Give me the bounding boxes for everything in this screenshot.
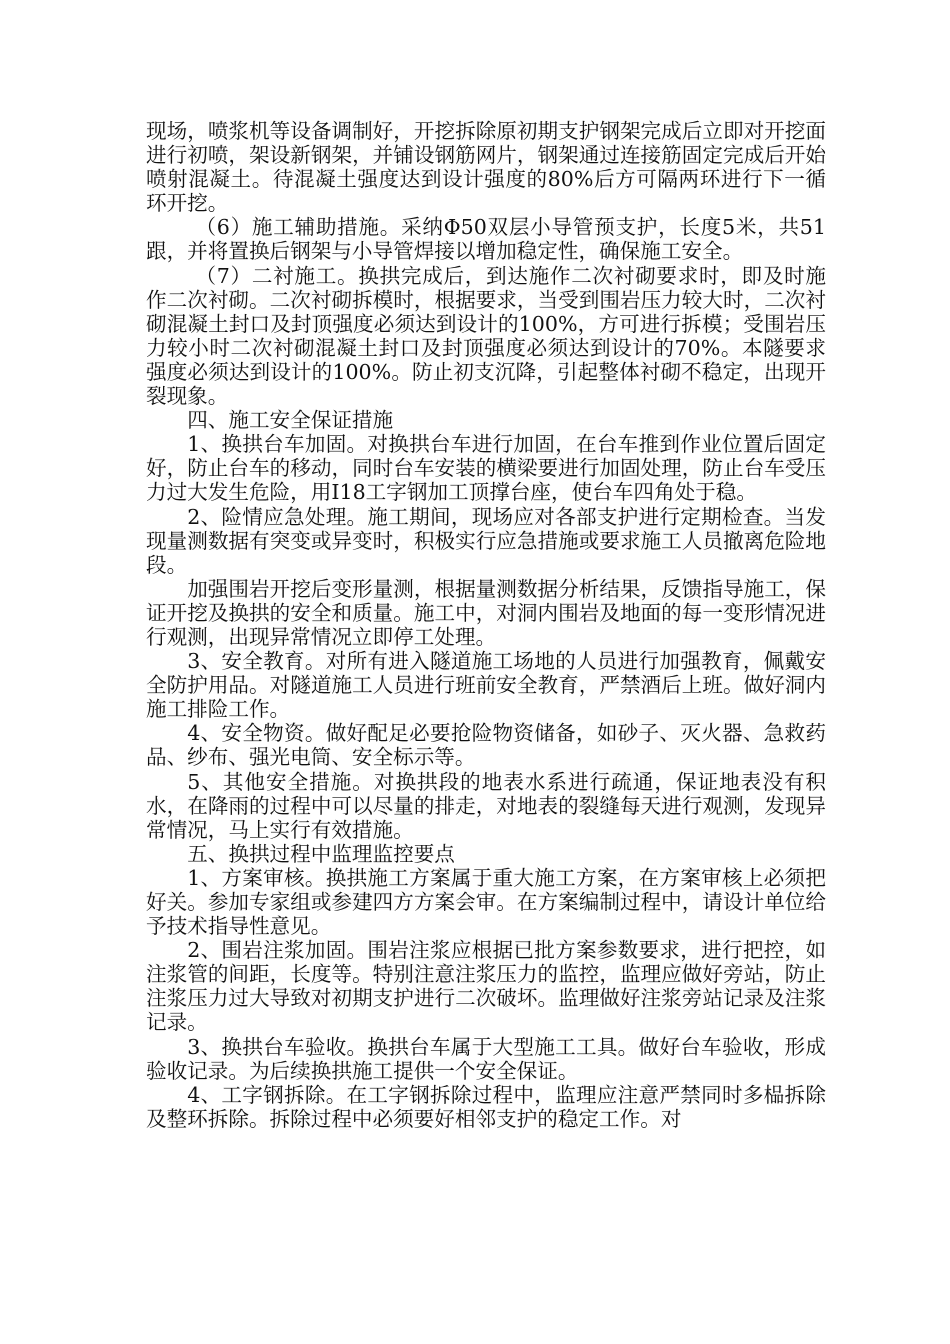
- paragraph-trolley-acceptance: 3、换拱台车验收。换拱台车属于大型施工工具。做好台车验收，形成验收记录。为后续换拱施工提供一个安全保证。: [146, 1034, 826, 1083]
- paragraph-safety-education: 3、安全教育。对所有进入隧道施工场地的人员进行加强教育，佩戴安全防护用品。对隧道施工人员进行班前安全教育，严禁酒后上班。做好洞内施工排险工作。: [146, 649, 826, 722]
- paragraph-steel-removal: 4、工字钢拆除。在工字钢拆除过程中，监理应注意严禁同时多榀拆除及整环拆除。拆除过程中必须要好相邻支护的稳定工作。对: [146, 1082, 826, 1131]
- document-body: [146, 119, 826, 1131]
- paragraph-safety-materials: 4、安全物资。做好配足必要抢险物资储备，如砂子、灭火器、急救药品、纱布、强光电筒、安全标示等。: [146, 721, 826, 770]
- paragraph-grouting: 2、围岩注浆加固。围岩注浆应根据已批方案参数要求，进行把控，如注浆管的间距，长度等。特别注意注浆压力的监控，监理应做好旁站，防止注浆压力过大导致对初期支护进行二次破坏。监理做好注浆旁站记录及注浆记录。: [146, 938, 826, 1035]
- paragraph-other-measures: 5、其他安全措施。对换拱段的地表水系进行疏通，保证地表没有积水，在降雨的过程中可以尽量的排走，对地表的裂缝每天进行观测，发现异常情况，马上实行有效措施。: [146, 769, 826, 842]
- paragraph-deformation-monitoring: 加强围岩开挖后变形量测，根据量测数据分析结果，反馈指导施工，保证开挖及换拱的安全和质量。施工中，对洞内围岩及地面的每一变形情况进行观测，出现异常情况立即停工处理。: [146, 576, 826, 649]
- paragraph-secondary-lining: （7）二衬施工。换拱完成后，到达施作二次衬砌要求时，即及时施作二次衬砌。二次衬砌拆模时，根据要求，当受到围岩压力较大时，二次衬砌混凝土封口及封顶强度必须达到设计的100%，方可进行拆模；受围岩压力较小时二次衬砌混凝土封口及封顶强度必须达到设计的70%。本隧要求强度必须达到设计的100%。防止初支沉降，引起整体衬砌不稳定，出现开裂现象。: [146, 263, 826, 409]
- paragraph-auxiliary-measures: （6）施工辅助措施。采纳Φ50双层小导管预支护，长度5米，共51跟，并将置换后钢架与小导管焊接以增加稳定性，确保施工安全。: [146, 215, 826, 264]
- section-heading-supervision: 五、换拱过程中监理监控要点: [187, 841, 455, 866]
- paragraph-plan-review: 1、方案审核。换拱施工方案属于重大施工方案，在方案审核上必须把好关。参加专家组或参建四方方案会审。在方案编制过程中，请设计单位给予技术指导性意见。: [146, 865, 826, 939]
- paragraph-emergency-handling: 2、险情应急处理。施工期间，现场应对各部支护进行定期检查。当发现量测数据有突变或异变时，积极实行应急措施或要求施工人员撤离危险地段。: [146, 504, 826, 577]
- section-heading-safety: 四、施工安全保证措施: [187, 408, 394, 433]
- paragraph-trolley-reinforcement: 1、换拱台车加固。对换拱台车进行加固，在台车推到作业位置后固定好，防止台车的移动，同时台车安装的横梁要进行加固处理，防止台车受压力过大发生危险，用I18工字钢加工顶撑台座，使台车四角处于稳。: [146, 432, 826, 505]
- paragraph-continuation: 现场，喷浆机等设备调制好，开挖拆除原初期支护钢架完成后立即对开挖面进行初喷，架设新钢架，并铺设钢筋网片，钢架通过连接筋固定完成后开始喷射混凝土。待混凝土强度达到设计强度的80%后方可隔两环进行下一循环开挖。: [146, 119, 826, 216]
